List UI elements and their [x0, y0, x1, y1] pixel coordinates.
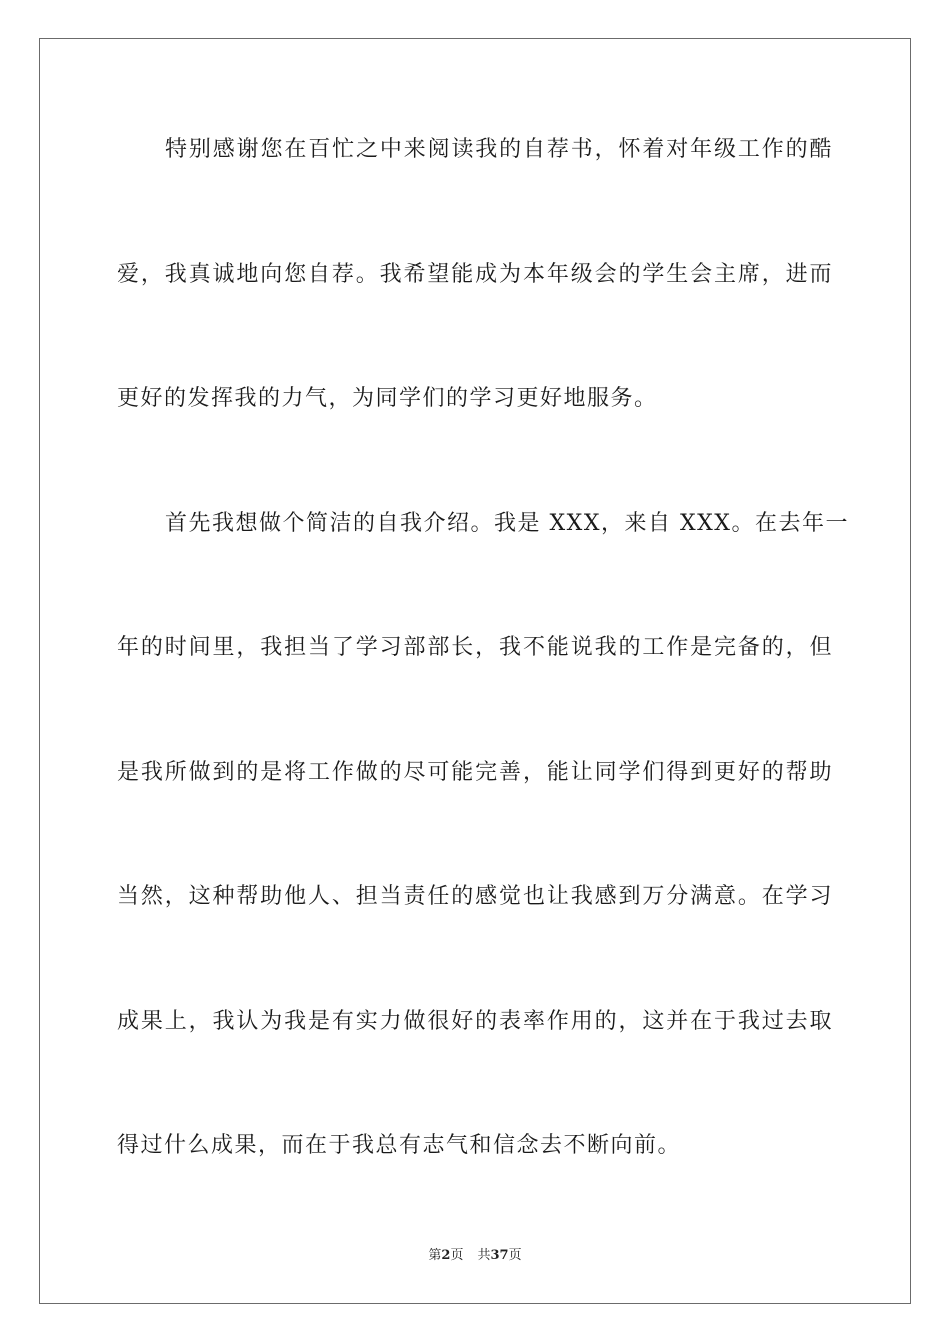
page-border — [39, 38, 911, 1304]
paragraph-line: 特别感谢您在百忙之中来阅读我的自荐书，怀着对年级工作的酷 — [165, 137, 833, 162]
paragraph-line: 得过什么成果，而在于我总有志气和信念去不断向前。 — [117, 1133, 682, 1158]
paragraph-line: 当然，这种帮助他人、担当责任的感觉也让我感到万分满意。在学习 — [117, 884, 833, 909]
total-pages-label — [477, 1248, 521, 1263]
paragraph-line: 更好的发挥我的力气，为同学们的学习更好地服务。 — [117, 386, 658, 411]
paragraph-line: 首先我想做个简洁的自我介绍。我是 XXX，来自 XXX。在去年一 — [165, 511, 849, 536]
paragraph-line: 是我所做到的是将工作做的尽可能完善，能让同学们得到更好的帮助 — [117, 760, 833, 785]
page-number-label — [428, 1248, 463, 1263]
total-pages: 37 — [490, 1248, 509, 1263]
page-footer — [0, 1248, 950, 1264]
paragraph-line: 爱，我真诚地向您自荐。我希望能成为本年级会的学生会主席，进而 — [117, 262, 833, 287]
paragraph-line: 成果上，我认为我是有实力做很好的表率作用的，这并在于我过去取 — [117, 1009, 833, 1034]
total-prefix: 共 — [477, 1248, 491, 1263]
total-suffix: 页 — [508, 1248, 522, 1263]
page-number: 2 — [441, 1248, 451, 1263]
paragraph-line: 年的时间里，我担当了学习部部长，我不能说我的工作是完备的，但 — [117, 635, 833, 660]
page-suffix: 页 — [450, 1248, 464, 1263]
page-prefix: 第 — [428, 1248, 442, 1263]
